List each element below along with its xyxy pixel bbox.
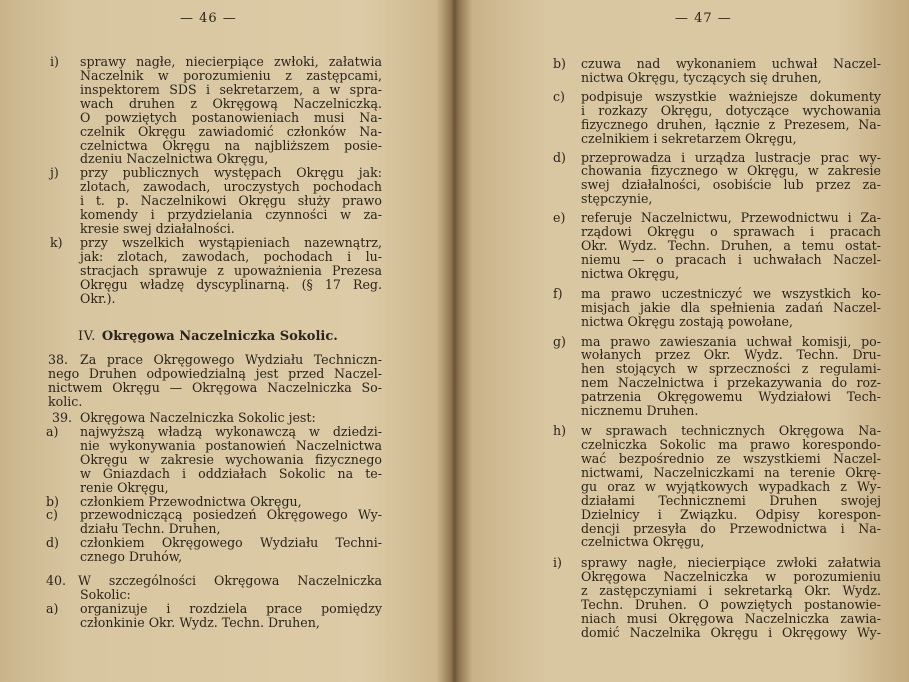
text-line: komendy i przydzielania czynności w za- — [80, 207, 382, 223]
item-marker: i) — [50, 54, 59, 69]
text-line: nego Druhen odpowiedzialną jest przed Naczel- — [48, 365, 382, 381]
text-line: w sprawach technicznych Okręgowa Na- — [581, 423, 881, 439]
text-line: hen stojących w sprzeczności z regulami- — [581, 361, 881, 377]
text-line: przeprowadza i urządza lustracje prac wy- — [581, 149, 881, 165]
text-line: chowania fizycznego w Okręgu, w zakresie — [581, 163, 881, 179]
text-line: patrzenia Okręgowemu Wydziałowi Tech- — [581, 389, 881, 405]
text-line: Okr.). — [80, 290, 116, 306]
text-line: gu oraz w wyjątkowych wypadkach z Wy- — [581, 478, 881, 494]
text-line: Okręgowa Naczelniczka w porozumieniu — [581, 569, 881, 585]
text-line: sprawy nagłe, niecierpiące zwłoki załatwia — [581, 555, 881, 571]
text-line: nictwem Okręgu — Okręgowa Naczelniczka So- — [48, 379, 382, 395]
page-number-right: — 47 — — [675, 11, 732, 26]
paragraph-number: 39. — [52, 410, 73, 425]
text-line: nicznemu Druhen. — [581, 403, 699, 419]
text-line: stracjach sprawuje z upoważnienia Prezesa — [80, 262, 382, 278]
text-line: Okr. Wydz. Techn. Druhen, a temu ostat- — [581, 238, 881, 254]
text-line: cznego Druhów, — [80, 549, 183, 565]
text-line: najwyższą władzą wykonawczą w dziedzi- — [80, 423, 382, 439]
text-line: wołanych przez Okr. Wydz. Techn. Dru- — [581, 347, 881, 363]
text-line: W szczególności Okręgowa Naczelniczka — [78, 573, 382, 588]
text-line: jak: zlotach, zawodach, pochodach i lu- — [80, 248, 382, 264]
text-line: przewodniczącą posiedzeń Okręgowego Wy- — [80, 507, 382, 523]
item-marker: f) — [553, 285, 563, 301]
text-line: członkiem Przewodnictwa Okręgu, — [80, 493, 302, 509]
text-line: w Gniazdach i oddziałach Sokolic na te- — [80, 465, 382, 481]
text-line: rządowi Okręgu o sprawach i pracach — [581, 224, 881, 240]
item-marker: j) — [50, 165, 59, 181]
text-line: O powziętych postanowieniach musi Na- — [80, 109, 382, 125]
text-line: inspektorem SDS i sekretarzem, a w spra- — [80, 81, 382, 97]
paragraph-number: 40. — [46, 573, 67, 588]
text-line: Okręgu władzę dyscyplinarną. (§ 17 Reg. — [80, 276, 382, 292]
text-line: członkiem Okręgowego Wydziału Techni- — [80, 535, 382, 551]
item-marker: k) — [50, 234, 63, 250]
text-line: nictwa Okręgu, — [581, 265, 680, 281]
text-line: nictwa Okręgu zostają powołane, — [581, 313, 793, 329]
text-line: podpisuje wszystkie ważniejsze dokumenty — [581, 88, 881, 104]
text-line: Techn. Druhen. O powziętych postanowie- — [581, 597, 881, 613]
text-line: czelnik Okręgu zawiadomić członków Na- — [80, 123, 382, 139]
text-line: działami Technicznemi Druhen swojej — [581, 492, 881, 508]
text-line: swej działalności, osobiście lub przez za- — [581, 177, 881, 193]
text-line: czelniczka Sokolic ma prawo korespondo- — [581, 437, 881, 452]
text-line: czelnikiem i sekretarzem Okręgu, — [581, 130, 797, 146]
item-marker: c) — [46, 507, 58, 523]
text-line: Za prace Okręgowego Wydziału Techniczn- — [80, 352, 382, 367]
text-line: nictwa Okręgu, tyczących się druhen, — [581, 69, 822, 85]
section-title: Okręgowa Naczelniczka Sokolic. — [101, 329, 338, 344]
text-line: nie wykonywania postanowień Naczelnictwa — [80, 437, 382, 453]
text-line: Sokolic: — [80, 586, 131, 602]
section-heading — [78, 329, 338, 344]
page-number-left: — 46 — — [180, 11, 237, 26]
item-marker: b) — [46, 493, 59, 509]
text-line: nictwami, Naczelniczkami na terenie Okrę- — [581, 464, 881, 480]
text-line: domić Naczelnika Okręgu i Okręgowy Wy- — [581, 624, 881, 640]
right-page — [457, 0, 909, 682]
text-line: zlotach, zawodach, uroczystych pochodach — [80, 179, 382, 195]
text-line: nem Naczelnictwa i przekazywania do roz- — [581, 375, 881, 391]
text-line: Okręgu w zakresie wychowania fizycznego — [80, 451, 382, 467]
text-line: renie Okręgu, — [80, 479, 169, 495]
text-line: czuwa nad wykonaniem uchwał Naczel- — [581, 56, 881, 71]
item-marker: g) — [553, 333, 566, 349]
text-line: referuje Naczelnictwu, Przewodnictwu i Za- — [581, 210, 881, 226]
text-line: i rozkazy Okręgu, dotyczące wychowania — [581, 102, 881, 118]
text-line: fizycznego druhen, łącznie z Prezesem, Na- — [581, 116, 881, 132]
text-line: czelnictwa Okręgu, — [581, 534, 705, 550]
item-marker: i) — [553, 555, 562, 571]
text-line: członkinie Okr. Wydz. Techn. Druhen, — [80, 614, 320, 630]
text-line: organizuje i rozdziela prace pomiędzy — [80, 600, 382, 616]
text-line: niemu — o pracach i uchwałach Naczel- — [581, 251, 881, 267]
text-line: z zastępczyniami i sekretarką Okr. Wydz. — [581, 583, 881, 599]
text-line: stępczynie, — [581, 191, 653, 207]
text-line: niach musi Okręgowa Naczelniczka zawia- — [581, 611, 881, 627]
item-marker: d) — [46, 535, 59, 551]
text-line: Naczelnik w porozumieniu z zastępcami, — [80, 67, 382, 83]
text-line: ma prawo uczestniczyć we wszystkich ko- — [581, 285, 881, 301]
text-line: Dzielnicy i Związku. Odpisy korespon- — [581, 506, 881, 522]
text-line: sprawy nagłe, niecierpiące zwłoki, załatwia — [80, 54, 382, 69]
left-page — [0, 0, 452, 682]
item-marker: d) — [553, 149, 566, 165]
text-line: dzeniu Naczelnictwa Okręgu, — [80, 151, 269, 167]
text-line: kolic. — [48, 393, 83, 409]
text-line: wać bezpośrednio ze wszystkiemi Naczel- — [581, 450, 881, 466]
item-marker: a) — [46, 423, 59, 439]
text-line: czelnictwa Okręgu na najbliższem posie- — [80, 137, 382, 153]
text-line: działu Techn. Druhen, — [80, 521, 221, 537]
text-line: wach druhen z Okręgową Naczelniczką. — [80, 95, 382, 111]
text-line: przy wszelkich wystąpieniach nazewnątrz, — [80, 234, 382, 250]
text-line: dencji przesyła do Przewodnictwa i Na- — [581, 520, 881, 536]
item-marker: e) — [553, 210, 566, 226]
item-marker: h) — [553, 423, 567, 439]
text-line: misjach jakie dla spełnienia zadań Naczel- — [581, 299, 881, 315]
text-line: kresie swej działalności. — [80, 221, 235, 237]
paragraph-number: 38. — [48, 352, 69, 367]
section-number: IV. — [78, 329, 96, 344]
item-marker: a) — [46, 600, 59, 616]
item-marker: c) — [553, 88, 565, 104]
item-marker: b) — [553, 56, 566, 71]
text-line: i t. p. Naczelnikowi Okręgu służy prawo — [80, 193, 382, 209]
text-line: ma prawo zawieszania uchwał komisji, po- — [581, 333, 881, 349]
text-line: Okręgowa Naczelniczka Sokolic jest: — [80, 410, 316, 425]
text-line: przy publicznych występach Okręgu jak: — [80, 165, 382, 181]
